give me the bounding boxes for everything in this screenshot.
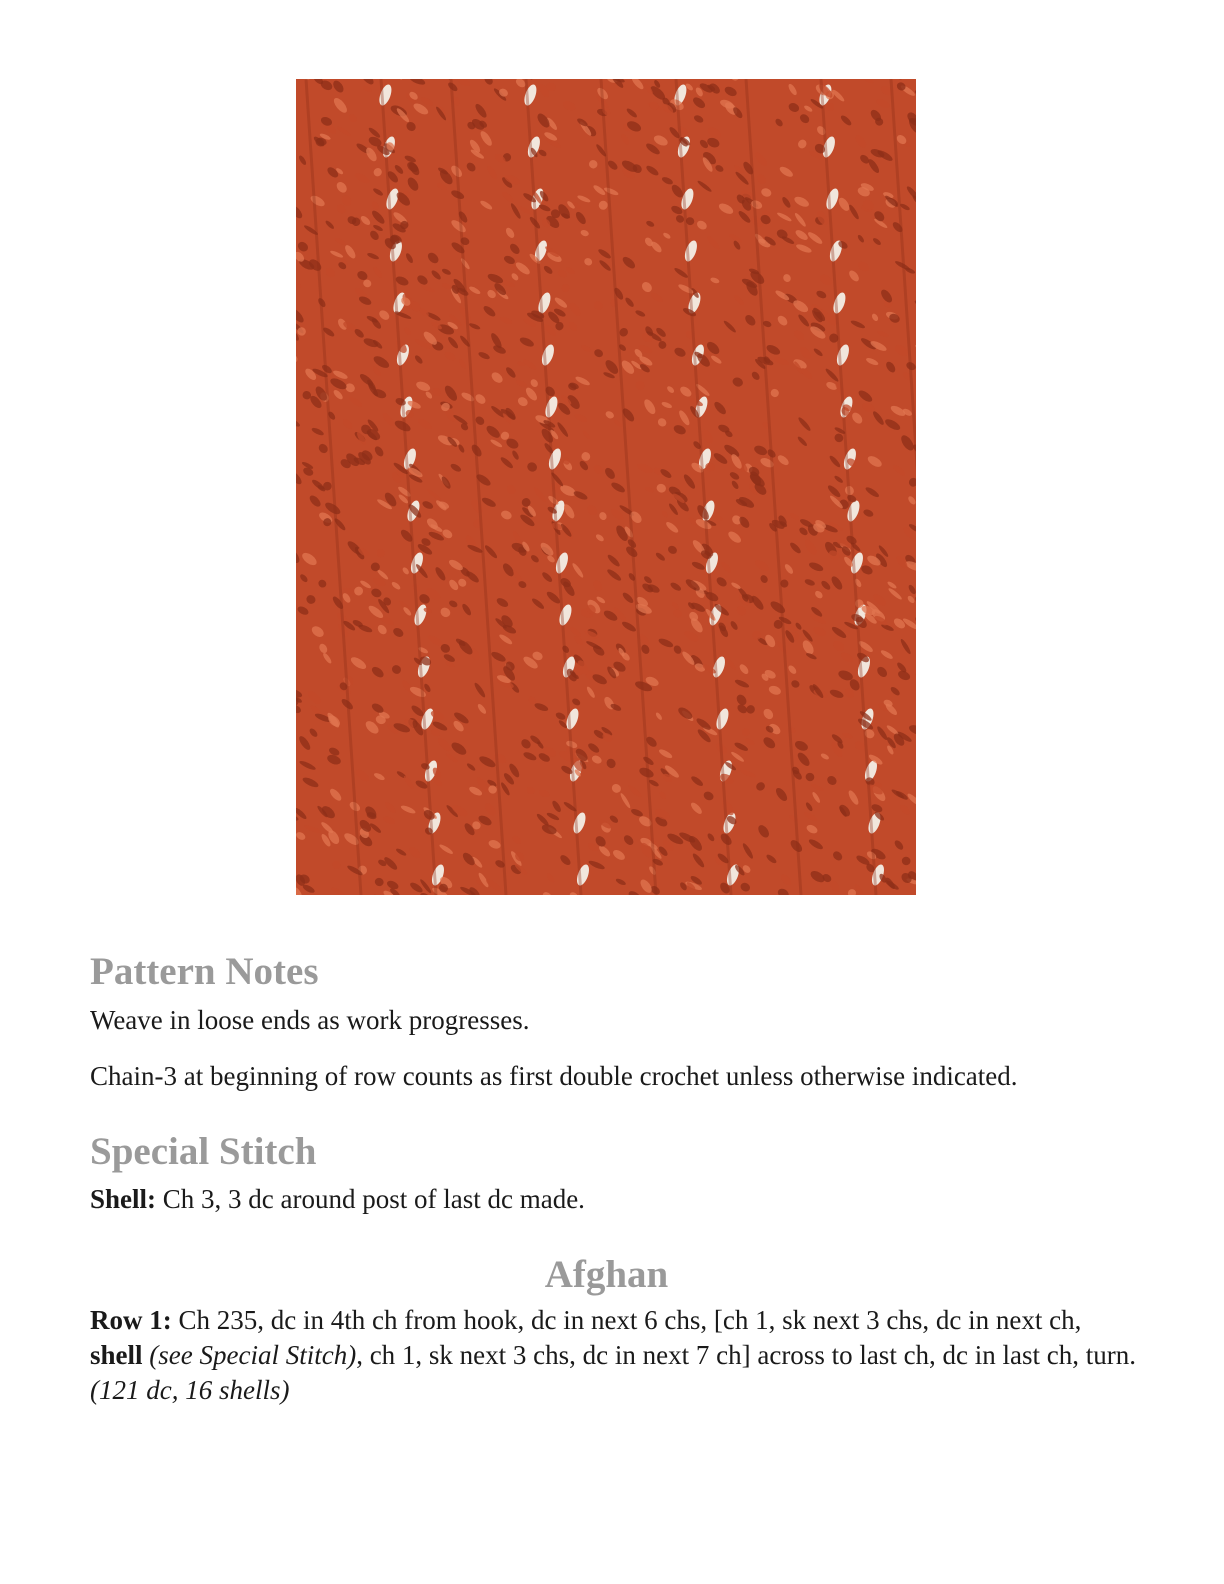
row-1-label: Row 1: — [90, 1305, 172, 1335]
see-special-stitch-note: (see Special Stitch) — [149, 1340, 357, 1370]
pattern-note-2: Chain-3 at beginning of row counts as first double crochet unless otherwise indicated. — [90, 1061, 1018, 1091]
shell-definition-text: Ch 3, 3 dc around post of last dc made. — [156, 1184, 585, 1214]
row-1-text-b: , ch 1, sk next 3 chs, dc in next 7 ch] across to last ch, dc in last ch, turn. — [356, 1340, 1137, 1370]
afghan-heading: Afghan — [544, 1253, 669, 1296]
special-stitch-heading: Special Stitch — [90, 1130, 317, 1173]
row-1-text-a: Ch 235, dc in 4th ch from hook, dc in next 6 chs, [ch 1, sk next 3 chs, dc in next ch, — [171, 1305, 1082, 1335]
crochet-swatch-photo — [296, 79, 916, 895]
shell-reference: shell — [90, 1340, 143, 1370]
pattern-text — [90, 948, 1140, 1408]
shell-definition — [90, 1182, 1140, 1217]
row-1-stitch-count: (121 dc, 16 shells) — [90, 1375, 290, 1405]
pattern-notes-heading: Pattern Notes — [90, 950, 319, 993]
pattern-note-1: Weave in loose ends as work progresses. — [90, 1005, 530, 1035]
row-1-instructions — [90, 1303, 1140, 1408]
shell-term: Shell: — [90, 1184, 157, 1214]
crochet-texture — [296, 79, 916, 895]
